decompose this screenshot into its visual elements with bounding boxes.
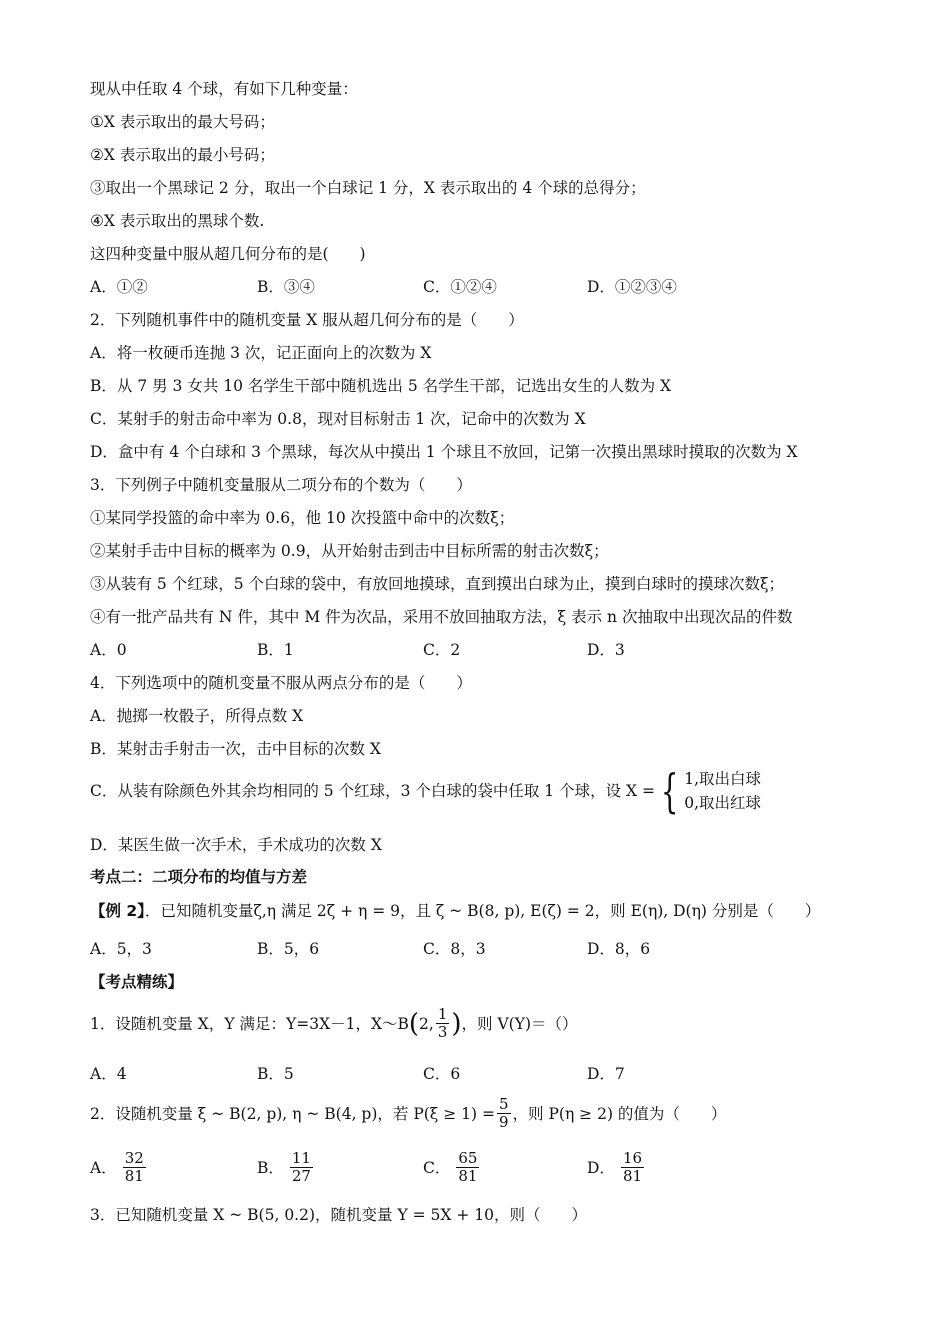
option-label: C． [423, 1158, 451, 1177]
fraction [456, 1150, 479, 1185]
section-title: 考点二：二项分布的均值与方差 [90, 868, 308, 886]
option-label: D． [587, 1158, 615, 1177]
q3-option-d: D．3 [587, 641, 625, 659]
practice-q2-option-c [423, 1150, 481, 1185]
q2-option-d: D．盒中有 4 个白球和 3 个黑球，每次从中摸出 1 个球且不放回，记第一次摸出黑球时摸取的次数为 X [90, 443, 798, 461]
choice-2: ②X 表示取出的最小号码； [90, 146, 275, 164]
practice-q1-post: ，则 V(Y)＝（） [461, 1014, 578, 1033]
q4-option-a: A．抛掷一枚骰子，所得点数 X [90, 707, 304, 725]
practice-q1-option-a: A．4 [90, 1065, 127, 1083]
q3-option-a: A．0 [90, 641, 127, 659]
q4-option-c [90, 764, 762, 818]
practice-q1-option-b: B．5 [257, 1065, 294, 1083]
practice-title: 【考点精练】 [90, 973, 184, 991]
numerator: 5 [499, 1095, 509, 1113]
q3-choice-1: ①某同学投篮的命中率为 0.6，他 10 次投篮中命中的次数ξ； [90, 509, 515, 527]
practice-q2 [90, 1096, 726, 1131]
option-c: C．①②④ [423, 278, 497, 296]
piecewise-cases [684, 767, 761, 815]
practice-q1-option-c: C．6 [423, 1065, 461, 1083]
q4-option-b: B．某射击手射击一次，击中目标的次数 X [90, 740, 381, 758]
choice-3: ③取出一个黑球记 2 分，取出一个白球记 1 分，X 表示取出的 4 个球的总得分； [90, 179, 646, 197]
denominator: 3 [437, 1023, 448, 1041]
denominator: 81 [622, 1167, 643, 1185]
q2-option-b: B．从 7 男 3 女共 10 名学生干部中随机选出 5 名学生干部，记选出女生的人数为 X [90, 377, 672, 395]
q3-choice-3: ③从装有 5 个红球，5 个白球的袋中，有放回地摸球，直到摸出白球为止，摸到白球时的摸球次数ξ； [90, 575, 785, 593]
q3-choice-2: ②某射手击中目标的概率为 0.9，从开始射击到击中目标所需的射击次数ξ； [90, 542, 609, 560]
choice-1: ①X 表示取出的最大号码； [90, 113, 275, 131]
fraction [436, 1006, 450, 1041]
piecewise [655, 764, 762, 818]
numerator: 1 [437, 1005, 448, 1023]
numerator: 11 [291, 1149, 311, 1167]
case-1: 1,取出白球 [684, 770, 762, 788]
example-label: 【例 2】 [90, 902, 145, 920]
practice-q2-option-b [257, 1150, 315, 1185]
numerator: 32 [124, 1149, 144, 1167]
q4-option-c-text: C．从装有除颜色外其余均相同的 5 个红球，3 个白球的袋中任取 1 个球，设 X = [90, 782, 655, 800]
q2-option-a: A．将一枚硬币连抛 3 次，记正面向上的次数为 X [90, 344, 432, 362]
practice-q2-option-a [90, 1150, 148, 1185]
practice-q2-post: ，则 P(η ≥ 2) 的值为（ ） [512, 1104, 727, 1123]
case-2: 0,取出红球 [684, 794, 762, 812]
option-label: B． [257, 1158, 284, 1177]
fraction [497, 1096, 511, 1131]
fraction [621, 1150, 644, 1185]
left-paren: ( [408, 1008, 420, 1039]
numerator: 65 [458, 1149, 478, 1167]
right-paren: ) [451, 1008, 462, 1039]
q4-stem: 4．下列选项中的随机变量不服从两点分布的是（ ） [90, 674, 472, 692]
denominator: 81 [458, 1167, 478, 1185]
option-a: A．①② [90, 278, 148, 296]
practice-q2-pre: 2．设随机变量 ξ ~ B(2, p), η ~ B(4, p)，若 P(ξ ≥ 1) = [90, 1104, 495, 1123]
practice-q3: 3．已知随机变量 X ~ B(5, 0.2)，随机变量 Y = 5X + 10，则（ ） [90, 1206, 587, 1224]
example-option-d: D．8，6 [587, 940, 651, 958]
brace-symbol: { [660, 764, 679, 818]
denominator: 81 [124, 1167, 144, 1185]
question-stem: 这四种变量中服从超几何分布的是( ) [90, 245, 366, 263]
practice-q1 [90, 1006, 578, 1041]
q3-stem: 3．下列例子中随机变量服从二项分布的个数为（ ） [90, 476, 472, 494]
q3-option-c: C．2 [423, 641, 461, 659]
example-option-a: A．5，3 [90, 940, 152, 958]
denominator: 9 [499, 1113, 509, 1131]
q2-option-c: C．某射手的射击命中率为 0.8，现对目标射击 1 次，记命中的次数为 X [90, 410, 586, 428]
option-d: D．①②③④ [587, 278, 677, 296]
practice-q1-frac-left: 2, [419, 1014, 434, 1033]
choice-4: ④X 表示取出的黑球个数. [90, 212, 265, 230]
q4-option-d: D．某医生做一次手术，手术成功的次数 X [90, 836, 382, 854]
numerator: 16 [622, 1149, 643, 1167]
option-label: A． [90, 1158, 117, 1177]
practice-q2-options [90, 1150, 870, 1190]
fraction [123, 1150, 146, 1185]
practice-q2-option-d [587, 1150, 646, 1185]
example-text: ．已知随机变量ζ,η 满足 2ζ + η = 9，且 ζ ~ B(8, p), E(ζ) = 2，则 E(η), D(η) 分别是（ ） [144, 902, 821, 920]
example-2 [90, 900, 820, 922]
practice-q1-option-d: D．7 [587, 1065, 625, 1083]
practice-q1-pre: 1．设随机变量 X，Y 满足：Y=3X－1，X～B [90, 1014, 409, 1033]
fraction [290, 1150, 313, 1185]
q2-stem: 2．下列随机事件中的随机变量 X 服从超几何分布的是（ ） [90, 311, 524, 329]
example-option-b: B．5，6 [257, 940, 320, 958]
denominator: 27 [291, 1167, 311, 1185]
q3-option-b: B．1 [257, 641, 294, 659]
intro-line: 现从中任取 4 个球，有如下几种变量： [90, 80, 358, 98]
example-option-c: C．8，3 [423, 940, 486, 958]
option-b: B．③④ [257, 278, 315, 296]
q3-choice-4: ④有一批产品共有 N 件，其中 M 件为次品，采用不放回抽取方法，ξ 表示 n 次抽取中出现次品的件数 [90, 608, 793, 626]
